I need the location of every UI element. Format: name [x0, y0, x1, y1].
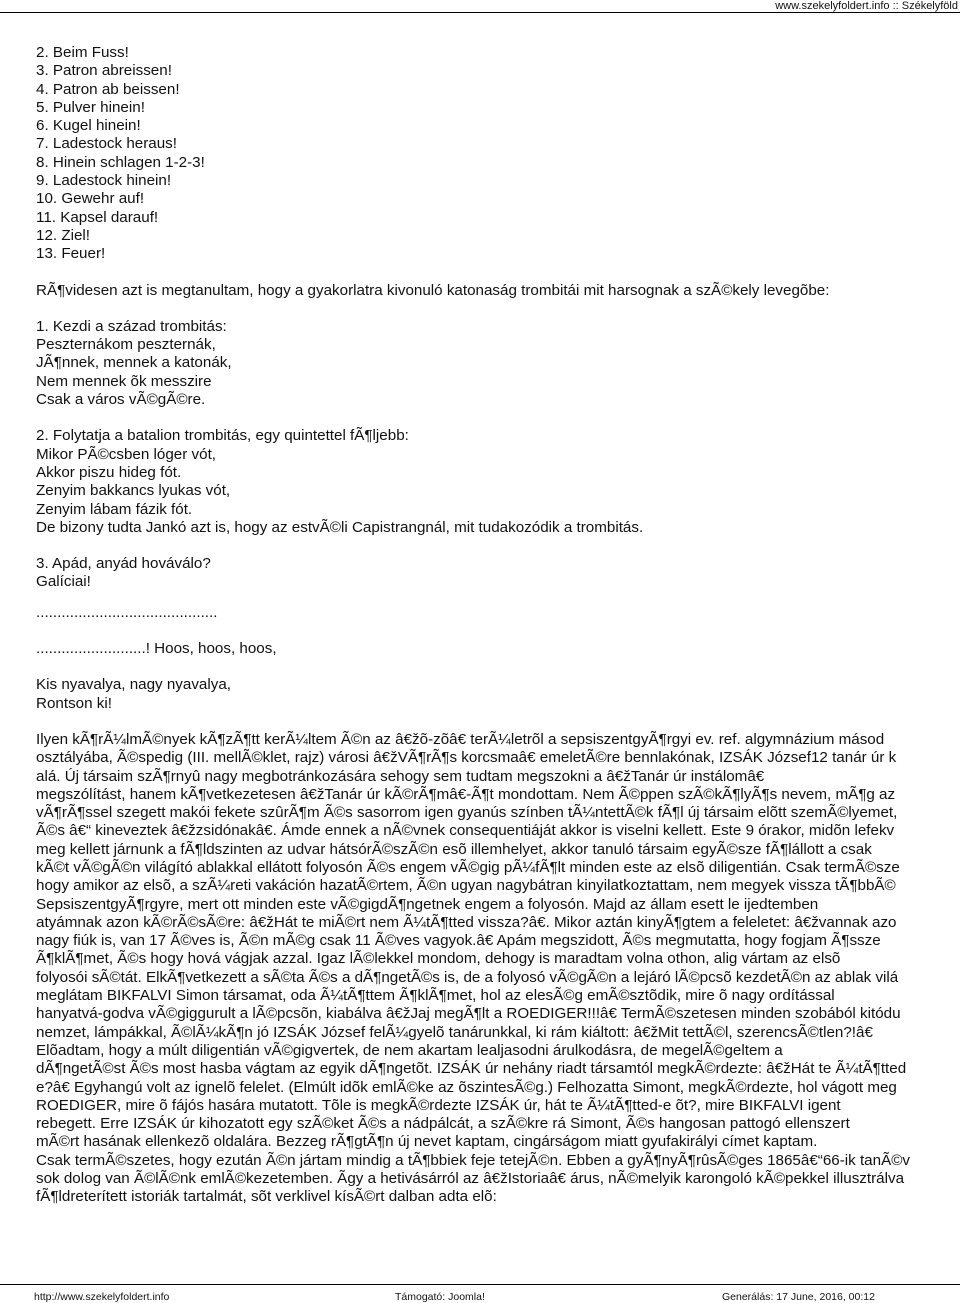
- story-line: megszólítást, hanem kÃ¶vetkezetesen â€žTanár úr kÃ©rÃ¶mâ€-Ã¶t mondottam. Nem Ã©ppen szÃ©kÃ¶lyÃ¶s nevem, mÃ¶g az: [36, 785, 896, 803]
- document-body: [36, 44, 960, 1207]
- command-line: 10. Gewehr auf!: [36, 190, 145, 208]
- story-line: dÃ¶ngetÃ©st Ã©s most hasba vágtam az egyik dÃ¶ngetõt. IZSÁK úr nehány riadt társamtól megkÃ©rdezte: â€žHát te Ã¼tÃ¶tted: [36, 1060, 907, 1078]
- story-line: folyosói sÃ©tát. ElkÃ¶vetkezett a sÃ©ta Ã©s a dÃ¶ngetÃ©s is, de a folyosó vÃ©gÃ©n a lejáró lÃ©pcsõ kezdetÃ©n az ablak vilá: [36, 968, 899, 986]
- story-line: hogy amikor az elsõ, a szÃ¼reti vakáción hazatÃ©rtem, Ã©n ugyan nagybátran kinyilatkoztattam, nem megyek vissza tÃ¶bbÃ©: [36, 877, 896, 895]
- story-line: Csak termÃ©szetes, hogy ezután Ã©n jártam mindig a tÃ¶bbiek feje tetejÃ©n. Ebben a gyÃ¶nyÃ¶rûsÃ©ges 1865â€“66-ik tanÃ©v: [36, 1151, 910, 1169]
- story-line: Ã©s â€“ kineveztek â€žzsidónakâ€. Ámde ennek a nÃ©vnek consequentiáját akkor is viselni kellett. Este 9 órakor, midõn lefekv: [36, 822, 895, 840]
- verse-line: 3. Apád, anyád hováválo?: [36, 555, 211, 573]
- footer-url: http://www.szekelyfoldert.info: [34, 1291, 170, 1303]
- command-line: 13. Feuer!: [36, 245, 106, 263]
- verse-1: [36, 318, 960, 409]
- story-line: fÃ¶ldreterített istoriák tartalmát, sõt verklivel kísÃ©rt dalban adta elõ:: [36, 1188, 497, 1206]
- verse-line: Akkor piszu hideg fót.: [36, 463, 182, 481]
- verse-line: Kis nyavalya, nagy nyavalya,: [36, 676, 232, 694]
- verse-line: 1. Kezdi a század trombitás:: [36, 317, 227, 335]
- command-line: 2. Beim Fuss!: [36, 44, 129, 61]
- verse-line: Galíciai!: [36, 573, 91, 591]
- story-line: mÃ©rt hasának ellenkezõ oldalára. Bezzeg rÃ¶gtÃ¶n új nevet kaptam, cingárságom miatt gyufakirályi címet kaptam.: [36, 1133, 818, 1151]
- story-line: Elõadtam, hogy a múlt diligentián vÃ©gigvertek, de nem akartam lealjasodni árulkodásra, de megelÃ©geltem a: [36, 1041, 783, 1059]
- story-line: nagy fiúk is, van 17 Ã©ves is, Ã©n mÃ©g csak 11 Ã©ves vagyok.â€ Apám megszidott, Ã©s megmutatta, hogy fogjam Ã¶ssze: [36, 932, 881, 950]
- footer-rule: [0, 1284, 960, 1285]
- story-line: ROEDIGER, mire õ fájós hasára mutatott. Tõle is megkÃ©rdezte IZSÁK úr, hát te Ã¼tÃ¶tted-e õt?, mire BIKFALVI igent: [36, 1096, 841, 1114]
- verse-line: JÃ¶nnek, mennek a katonák,: [36, 354, 232, 372]
- story-line: Ilyen kÃ¶rÃ¼lmÃ©nyek kÃ¶zÃ¶tt kerÃ¼ltem Ã©n az â€žõ-zõâ€ terÃ¼letrõl a sepsiszentgyÃ¶rgyi ev. ref. algymnázium másod: [36, 730, 885, 748]
- command-line: 12. Ziel!: [36, 226, 91, 244]
- story-line: kÃ©t vÃ©gÃ©n világító ablakkal ellátott folyosón Ã©s engem vÃ©gig pÃ¼fÃ¶lt minden este az elsõ diligentián. Csak termÃ©sze: [36, 858, 900, 876]
- command-line: 9. Ladestock hinein!: [36, 172, 172, 190]
- verse-4: [36, 676, 960, 713]
- story-line: meg kellett járnunk a fÃ¶ldszinten az udvar hátsórÃ©szÃ©n esõ illemhelyet, akkor tanuló társaim egyÃ©sze fÃ¶lállott a csak: [36, 840, 872, 858]
- verse-line: Mikor PÃ©csben lóger vót,: [36, 445, 217, 463]
- verse-line: Zenyim lábam fázik fót.: [36, 500, 193, 518]
- verse-3: [36, 555, 960, 592]
- story-line: e?â€ Egyhangú volt az ignelõ felelet. (Elmúlt idõk emlÃ©ke az õszintesÃ©g.) Felhozatta Simont, megkÃ©rdezte, hol vágott meg: [36, 1078, 897, 1096]
- verse-line: Zenyim bakkancs lyukas vót,: [36, 482, 231, 500]
- hoos-line: ..........................! Hoos, hoos, hoos,: [36, 640, 277, 658]
- story-paragraph: [36, 731, 960, 1207]
- verse-line: Nem mennek õk messzire: [36, 372, 212, 390]
- story-line: rebegett. Erre IZSÁK úr kihozatott egy szÃ©ket Ã©s a nádpálcát, a szÃ©kre rá Simont, Ã©s hangosan pattogó ellenszert: [36, 1115, 850, 1133]
- verse-line: De bizony tudta Jankó azt is, hogy az estvÃ©li Capistrangnál, mit tudakozódik a trombitás.: [36, 518, 644, 536]
- verse-2: [36, 427, 960, 537]
- story-line: atyámnak azon kÃ©rÃ©sÃ©re: â€žHát te miÃ©rt nem Ã¼tÃ¶tted vissza?â€. Mikor aztán kinyÃ¶gtem a feleletet: â€žvannak azo: [36, 913, 897, 931]
- story-line: Ã¶klÃ¶met, Ã©s hogy hová vágjak azzal. Igaz lÃ©lekkel mondom, dehogy is maradtam volna othon, alig vártam az elsõ: [36, 950, 841, 968]
- command-line: 7. Ladestock heraus!: [36, 135, 177, 153]
- verse-line: Csak a város vÃ©gÃ©re.: [36, 391, 206, 409]
- story-line: vÃ¶rÃ¶ssel szegett makói fekete szûrÃ¶m Ã©s sasorrom igen gyanús színben tÃ¼ntettÃ©k fÃ¶l új társaim elõtt szemÃ©lyemet,: [36, 804, 898, 822]
- command-line: 3. Patron abreissen!: [36, 62, 172, 80]
- story-line: SepsiszentgyÃ¶rgyre, mert ott minden este vÃ©gigdÃ¶ngetnek engem a folyosón. Majd az állam esett le ijedtemben: [36, 895, 819, 913]
- page-header: [0, 0, 960, 14]
- verse-line: Peszternákom peszternák,: [36, 336, 216, 354]
- header-rule: [0, 12, 960, 13]
- page-footer: [0, 1284, 960, 1303]
- ellipsis-line: ...........................................: [36, 603, 218, 621]
- intro-paragraph: RÃ¶videsen azt is megtanultam, hogy a gyakorlatra kivonuló katonaság trombitái mit harsognak a szÃ©kely levegõbe:: [36, 281, 830, 299]
- verse-line: 2. Folytatja a batalion trombitás, egy quintettel fÃ¶ljebb:: [36, 427, 409, 445]
- command-line: 5. Pulver hinein!: [36, 98, 145, 116]
- story-line: hanyatvá-godva vÃ©giggurult a lÃ©pcsõn, kiabálva â€žJaj megÃ¶lt a ROEDIGER!!!â€ TermÃ©szetesen minden szobából kitódu: [36, 1005, 901, 1023]
- story-line: osztályába, Ã©spedig (III. mellÃ©klet, rajz) városi â€žVÃ¶rÃ¶s korcsmaâ€ emeletÃ©re bennlakónak, IZSÁK József12 tanár úr k: [36, 749, 897, 767]
- footer-sponsor: Támogató: Joomla!: [395, 1291, 485, 1303]
- story-line: meglátam BIKFALVI Simon társamat, oda Ã¼tÃ¶ttem Ã¶klÃ¶met, hol az elesÃ©g emÃ©sztõdik, mire õ nagy ordítással: [36, 987, 835, 1005]
- command-line: 11. Kapsel darauf!: [36, 208, 159, 226]
- story-line: nemzet, lámpákkal, Ã©lÃ¼kÃ¶n jó IZSÁK József felÃ¼gyelõ tanárunkkal, ki rám kiáltott: â€žMit tettÃ©l, szerencsÃ©tlen?!â€: [36, 1023, 873, 1041]
- story-line: sok dolog van Ã©lÃ©nk emlÃ©kezetemben. Ãgy a hetivásárról az â€žIstoriaâ€ árus, nÃ©melyik karongoló kÃ©pekkel illusztrálva: [36, 1170, 905, 1188]
- story-line: alá. Új társaim szÃ¶rnyû nagy megbotránkozására sehogy sem tudtam megszokni a â€žTanár úr instálomâ€: [36, 767, 765, 785]
- footer-generated: Generálás: 17 June, 2016, 00:12: [722, 1291, 875, 1303]
- command-line: 6. Kugel hinein!: [36, 117, 141, 135]
- command-line: 8. Hinein schlagen 1-2-3!: [36, 153, 205, 171]
- command-list: [36, 44, 960, 264]
- site-title: www.szekelyfoldert.info :: Székelyföld: [775, 0, 958, 12]
- command-line: 4. Patron ab beissen!: [36, 80, 180, 98]
- verse-line: Rontson ki!: [36, 694, 112, 712]
